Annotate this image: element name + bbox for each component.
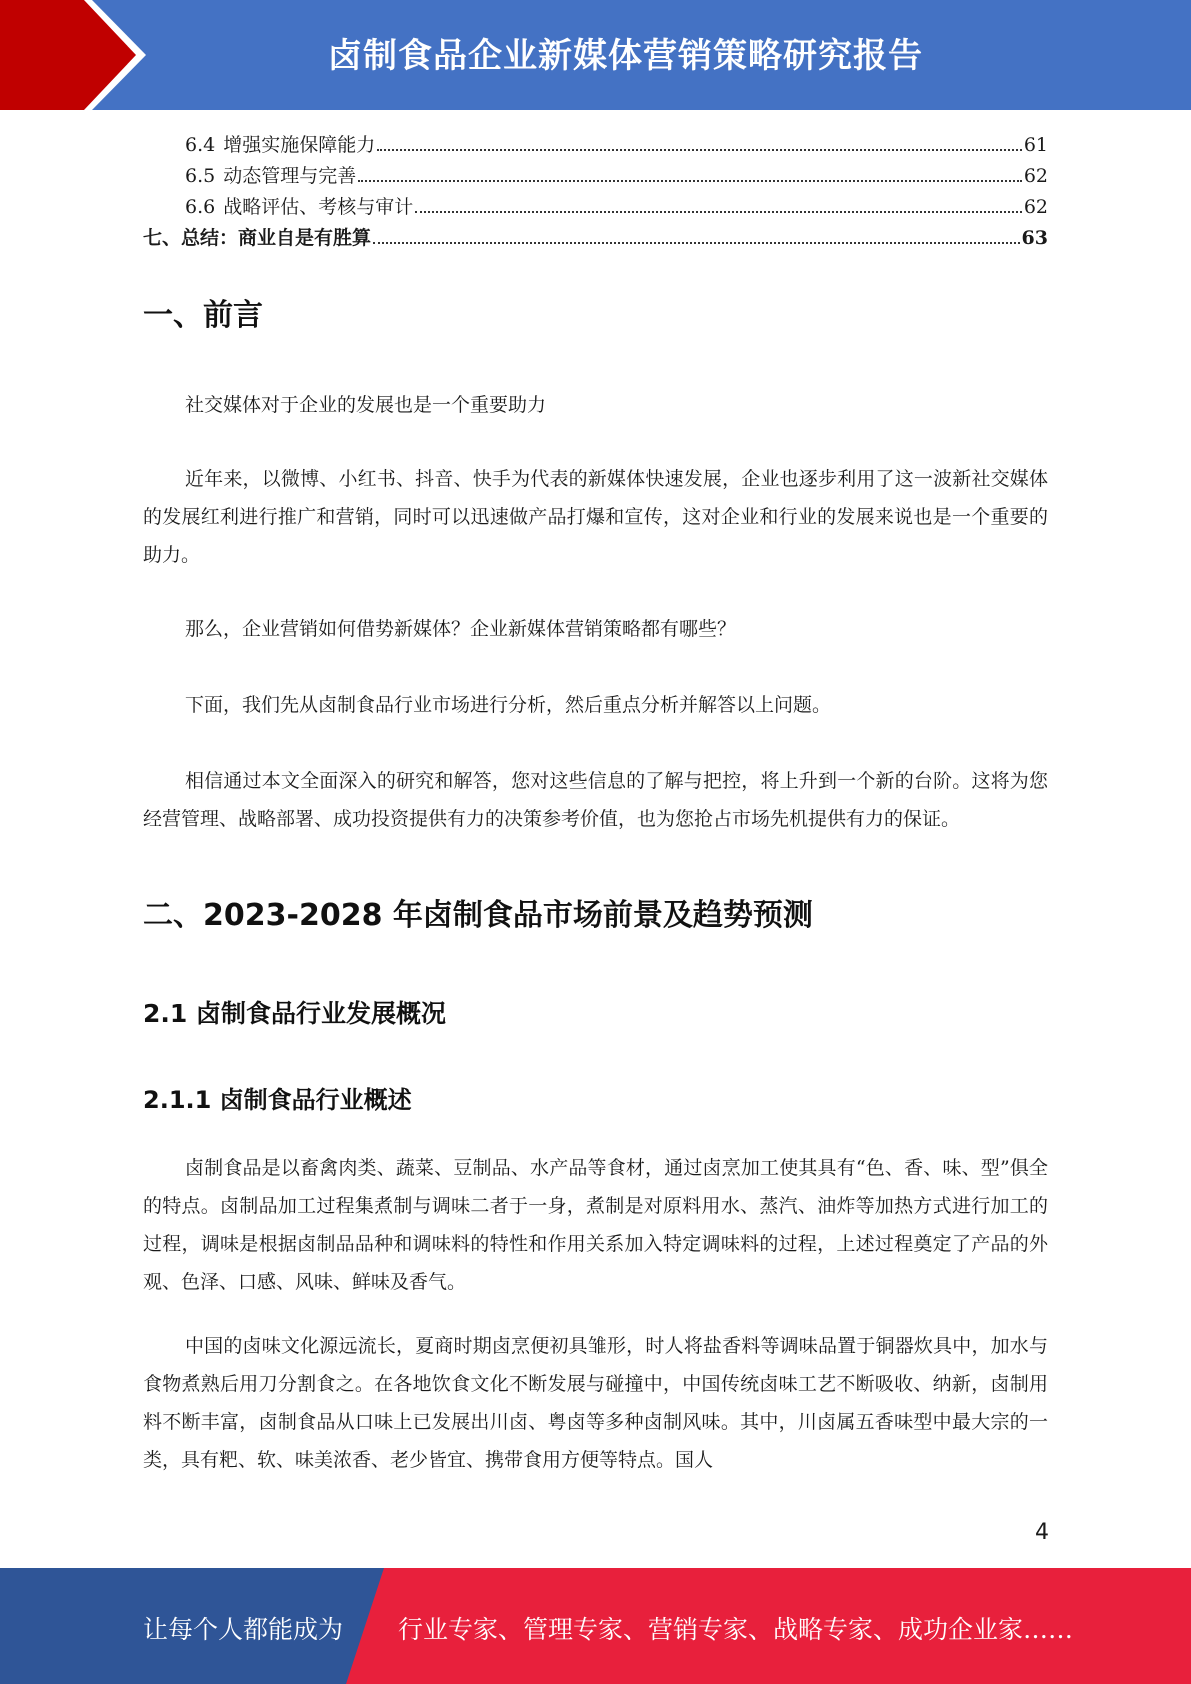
- toc-item-label: 总结：商业自是有胜算: [181, 227, 372, 249]
- toc-item-number: 6.5: [185, 165, 216, 187]
- paragraph: 下面，我们先从卤制食品行业市场进行分析，然后重点分析并解答以上问题。: [185, 694, 832, 716]
- toc-leader-dots: [415, 211, 1022, 213]
- table-of-contents: [143, 130, 1048, 254]
- subsubsection-heading: 2.1.1 卤制食品行业概述: [143, 1086, 412, 1114]
- footer-slogan-right: 行业专家、管理专家、营销专家、战略专家、成功企业家……: [398, 1615, 1074, 1644]
- toc-leader-dots: [373, 242, 1020, 244]
- toc-leader-dots: [358, 180, 1022, 182]
- paragraph: 相信通过本文全面深入的研究和解答，您对这些信息的了解与把控，将上升到一个新的台阶。这将为您经营管理、战略部署、成功投资提供有力的决策参考价值，也为您抢占市场先机提供有力的保证。: [143, 770, 1048, 830]
- page-footer: [0, 1568, 1191, 1684]
- paragraph: 中国的卤味文化源远流长，夏商时期卤烹便初具雏形，时人将盐香料等调味品置于铜器炊具中，加水与食物煮熟后用刀分割食之。在各地饮食文化不断发展与碰撞中，中国传统卤味工艺不断吸收、纳新，卤制用料不断丰富，卤制食品从口味上已发展出川卤、粤卤等多种卤制风味。其中，川卤属五香味型中最大宗的一类，具有粑、软、味美浓香、老少皆宜、携带食用方便等特点。国人: [143, 1335, 1048, 1471]
- section-heading-market: 二、2023-2028 年卤制食品市场前景及趋势预测: [143, 898, 813, 933]
- toc-leader-dots: [377, 149, 1022, 151]
- toc-item-page: 61: [1023, 134, 1048, 156]
- toc-item-page: 62: [1023, 196, 1048, 218]
- toc-item[interactable]: [143, 223, 1048, 254]
- toc-item[interactable]: [143, 161, 1048, 192]
- toc-item-label: 战略评估、考核与审计: [223, 196, 414, 218]
- footer-slogan-left: 让每个人都能成为: [143, 1615, 344, 1644]
- paragraph: 社交媒体对于企业的发展也是一个重要助力: [185, 394, 547, 416]
- toc-item-label: 增强实施保障能力: [223, 134, 376, 156]
- paragraph: 卤制食品是以畜禽肉类、蔬菜、豆制品、水产品等食材，通过卤烹加工使其具有“色、香、味、型”俱全的特点。卤制品加工过程集煮制与调味二者于一身，煮制是对原料用水、蒸汽、油炸等加热方式进行加工的过程，调味是根据卤制品品种和调味料的特性和作用关系加入特定调味料的过程，上述过程奠定了产品的外观、色泽、口感、风味、鲜味及香气。: [143, 1157, 1048, 1293]
- toc-item-page: 62: [1023, 165, 1048, 187]
- subsection-heading: 2.1 卤制食品行业发展概况: [143, 999, 446, 1028]
- toc-item-number: 6.6: [185, 196, 216, 218]
- toc-item-label: 动态管理与完善: [223, 165, 357, 187]
- page-number: 4: [1035, 1520, 1049, 1545]
- page-header: [0, 0, 1191, 110]
- paragraph: 那么，企业营销如何借势新媒体？企业新媒体营销策略都有哪些？: [185, 618, 737, 640]
- section-heading-preface: 一、前言: [143, 298, 263, 333]
- main-content: [143, 290, 1048, 1479]
- toc-item-number: 6.4: [185, 134, 216, 156]
- toc-item-page: 63: [1021, 227, 1048, 249]
- toc-item-number: 七、: [143, 227, 182, 249]
- report-title: 卤制食品企业新媒体营销策略研究报告: [328, 36, 923, 76]
- paragraph: 近年来，以微博、小红书、抖音、快手为代表的新媒体快速发展，企业也逐步利用了这一波新社交媒体的发展红利进行推广和营销，同时可以迅速做产品打爆和宣传，这对企业和行业的发展来说也是一个重要的助力。: [143, 468, 1048, 566]
- toc-item[interactable]: [143, 130, 1048, 161]
- toc-item[interactable]: [143, 192, 1048, 223]
